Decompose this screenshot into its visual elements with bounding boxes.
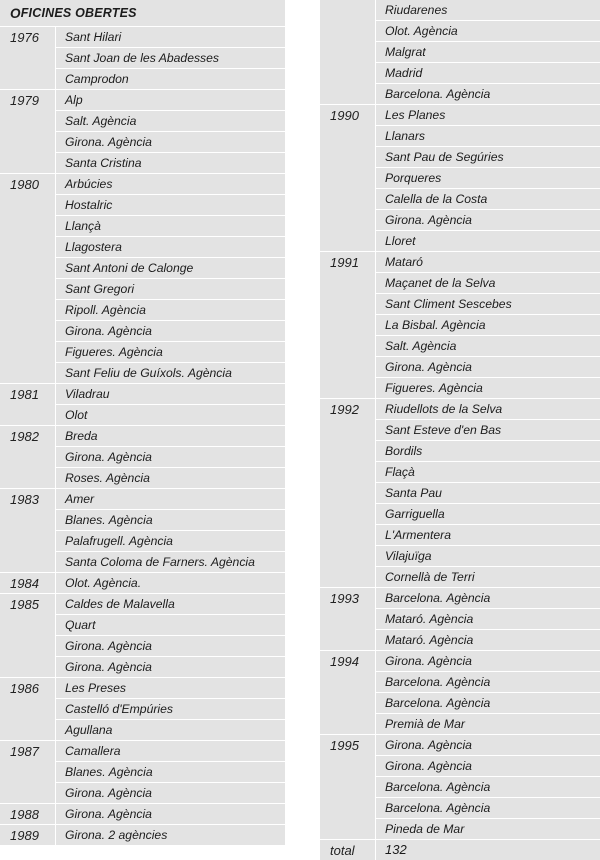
office-entry: Breda bbox=[65, 429, 98, 443]
office-entry: Premià de Mar bbox=[376, 713, 600, 734]
office-entry: Figueres. Agència bbox=[376, 377, 600, 398]
year-group bbox=[0, 425, 285, 488]
office-entry: Llagostera bbox=[56, 236, 285, 257]
year-group bbox=[0, 572, 285, 593]
office-entry: Palafrugell. Agència bbox=[56, 530, 285, 551]
office-entry: Viladrau bbox=[65, 387, 110, 401]
office-entry: Llanars bbox=[376, 125, 600, 146]
office-entry: Figueres. Agència bbox=[56, 341, 285, 362]
office-list bbox=[56, 27, 285, 89]
year-group bbox=[0, 593, 285, 677]
office-list bbox=[376, 252, 600, 398]
office-entry: Olot. Agència. bbox=[65, 576, 142, 590]
office-list bbox=[376, 588, 600, 650]
office-entry: Sant Feliu de Guíxols. Agència bbox=[56, 362, 285, 383]
office-entry: Les Planes bbox=[385, 108, 446, 122]
year-label: 1980 bbox=[0, 174, 56, 383]
year-group bbox=[320, 251, 600, 398]
year-label: 1984 bbox=[0, 573, 56, 593]
office-entry: Calella de la Costa bbox=[376, 188, 600, 209]
office-list bbox=[376, 651, 600, 734]
office-entry: Girona. Agència bbox=[56, 656, 285, 677]
title-initial: O bbox=[10, 5, 21, 21]
office-entry: Roses. Agència bbox=[56, 467, 285, 488]
right-year-groups bbox=[320, 0, 600, 860]
office-entry: Vilajuïga bbox=[376, 545, 600, 566]
office-entry: Riudellots de la Selva bbox=[385, 402, 503, 416]
total-label: total bbox=[320, 840, 376, 860]
office-entry: Girona. Agència bbox=[65, 807, 152, 821]
office-entry: La Bisbal. Agència bbox=[376, 314, 600, 335]
year-group bbox=[320, 650, 600, 734]
office-entry: Camallera bbox=[65, 744, 121, 758]
office-entry: Quart bbox=[56, 614, 285, 635]
office-entry: Blanes. Agència bbox=[56, 761, 285, 782]
office-entry: Mataró bbox=[385, 255, 423, 269]
right-column bbox=[320, 0, 600, 860]
office-entry: Girona. Agència bbox=[376, 755, 600, 776]
office-entry: Llançà bbox=[56, 215, 285, 236]
year-group bbox=[320, 0, 600, 104]
office-entry: Blanes. Agència bbox=[56, 509, 285, 530]
office-entry: Madrid bbox=[376, 62, 600, 83]
office-entry: Maçanet de la Selva bbox=[376, 272, 600, 293]
year-label: 1991 bbox=[320, 252, 376, 398]
office-entry: Salt. Agència bbox=[376, 335, 600, 356]
office-entry: Sant Climent Sescebes bbox=[376, 293, 600, 314]
office-entry: Barcelona. Agència bbox=[376, 776, 600, 797]
office-entry: Bordils bbox=[376, 440, 600, 461]
office-entry: Sant Gregori bbox=[56, 278, 285, 299]
year-group bbox=[0, 803, 285, 824]
office-entry: Lloret bbox=[376, 230, 600, 251]
office-entry: Barcelona. Agència bbox=[376, 83, 600, 104]
office-entry: Girona. Agència bbox=[56, 446, 285, 467]
office-entry: Girona. Agència bbox=[56, 320, 285, 341]
year-label: 1979 bbox=[0, 90, 56, 173]
office-list bbox=[376, 399, 600, 587]
office-entry: Porqueres bbox=[376, 167, 600, 188]
office-list bbox=[376, 105, 600, 251]
office-entry: Les Preses bbox=[65, 681, 126, 695]
office-list bbox=[376, 840, 600, 860]
year-label: 1986 bbox=[0, 678, 56, 740]
year-group bbox=[0, 677, 285, 740]
office-entry: Castelló d'Empúries bbox=[56, 698, 285, 719]
office-entry: Sant Joan de les Abadesses bbox=[56, 47, 285, 68]
table-title bbox=[0, 0, 285, 27]
year-group bbox=[0, 383, 285, 425]
office-entry: Pineda de Mar bbox=[376, 818, 600, 839]
office-entry: Alp bbox=[65, 93, 83, 107]
year-label: 1989 bbox=[0, 825, 56, 845]
office-list bbox=[56, 384, 285, 425]
year-group bbox=[0, 488, 285, 572]
office-entry: Sant Hilari bbox=[65, 30, 122, 44]
office-entry: Arbúcies bbox=[65, 177, 113, 191]
office-entry: Mataró. Agència bbox=[376, 608, 600, 629]
year-group bbox=[320, 398, 600, 587]
year-label: 1976 bbox=[0, 27, 56, 89]
office-entry: Agullana bbox=[56, 719, 285, 740]
year-group bbox=[0, 89, 285, 173]
total-value: 132 bbox=[385, 842, 407, 857]
office-entry: Barcelona. Agència bbox=[376, 797, 600, 818]
office-entry: Barcelona. Agència bbox=[385, 591, 491, 605]
office-list bbox=[56, 90, 285, 173]
office-entry: Olot bbox=[56, 404, 285, 425]
office-entry: Hostalric bbox=[56, 194, 285, 215]
office-entry: Riudarenes bbox=[385, 3, 448, 17]
office-list bbox=[56, 741, 285, 803]
office-entry: Barcelona. Agència bbox=[376, 692, 600, 713]
office-entry: Cornellà de Terri bbox=[376, 566, 600, 587]
year-label: 1990 bbox=[320, 105, 376, 251]
year-label: 1983 bbox=[0, 489, 56, 572]
office-entry: Girona. Agència bbox=[385, 738, 472, 752]
year-label: 1982 bbox=[0, 426, 56, 488]
year-group bbox=[0, 173, 285, 383]
office-entry: Camprodon bbox=[56, 68, 285, 89]
office-entry: Garriguella bbox=[376, 503, 600, 524]
office-entry: L'Armentera bbox=[376, 524, 600, 545]
office-entry: Olot. Agència bbox=[376, 20, 600, 41]
year-label: 1994 bbox=[320, 651, 376, 734]
office-entry: Girona. Agència bbox=[376, 209, 600, 230]
year-label bbox=[320, 0, 376, 104]
office-entry: Girona. Agència bbox=[56, 782, 285, 803]
left-column bbox=[0, 0, 285, 845]
office-entry: Santa Cristina bbox=[56, 152, 285, 173]
office-entry: Flaçà bbox=[376, 461, 600, 482]
office-list bbox=[376, 0, 600, 104]
year-group bbox=[320, 734, 600, 839]
office-entry: Ripoll. Agència bbox=[56, 299, 285, 320]
year-group bbox=[0, 740, 285, 803]
office-entry: Sant Esteve d'en Bas bbox=[376, 419, 600, 440]
office-entry: Sant Antoni de Calonge bbox=[56, 257, 285, 278]
office-entry: Santa Pau bbox=[376, 482, 600, 503]
office-entry: Girona. 2 agències bbox=[65, 828, 168, 842]
office-list bbox=[56, 573, 285, 593]
office-entry: Caldes de Malavella bbox=[65, 597, 175, 611]
office-entry: Girona. Agència bbox=[376, 356, 600, 377]
title-rest: FICINES OBERTES bbox=[20, 6, 137, 20]
year-group bbox=[0, 824, 285, 845]
office-list bbox=[56, 174, 285, 383]
year-group bbox=[320, 587, 600, 650]
office-entry: Girona. Agència bbox=[56, 131, 285, 152]
year-label: 1993 bbox=[320, 588, 376, 650]
office-list bbox=[56, 426, 285, 488]
office-list bbox=[376, 735, 600, 839]
office-entry: Malgrat bbox=[376, 41, 600, 62]
office-list bbox=[56, 678, 285, 740]
office-list bbox=[56, 489, 285, 572]
left-year-groups bbox=[0, 27, 285, 845]
year-label: 1981 bbox=[0, 384, 56, 425]
office-entry: Girona. Agència bbox=[56, 635, 285, 656]
office-list bbox=[56, 825, 285, 845]
office-entry: Girona. Agència bbox=[385, 654, 472, 668]
year-label: 1992 bbox=[320, 399, 376, 587]
year-group bbox=[320, 104, 600, 251]
year-label: 1988 bbox=[0, 804, 56, 824]
office-entry: Sant Pau de Segúries bbox=[376, 146, 600, 167]
office-list bbox=[56, 804, 285, 824]
office-entry: Santa Coloma de Farners. Agència bbox=[56, 551, 285, 572]
office-entry: Mataró. Agència bbox=[376, 629, 600, 650]
office-list bbox=[56, 594, 285, 677]
office-entry: Amer bbox=[65, 492, 95, 506]
year-group bbox=[0, 27, 285, 89]
year-label: 1995 bbox=[320, 735, 376, 839]
total-row bbox=[320, 839, 600, 860]
year-label: 1987 bbox=[0, 741, 56, 803]
year-label: 1985 bbox=[0, 594, 56, 677]
office-entry: Barcelona. Agència bbox=[376, 671, 600, 692]
office-entry: Salt. Agència bbox=[56, 110, 285, 131]
